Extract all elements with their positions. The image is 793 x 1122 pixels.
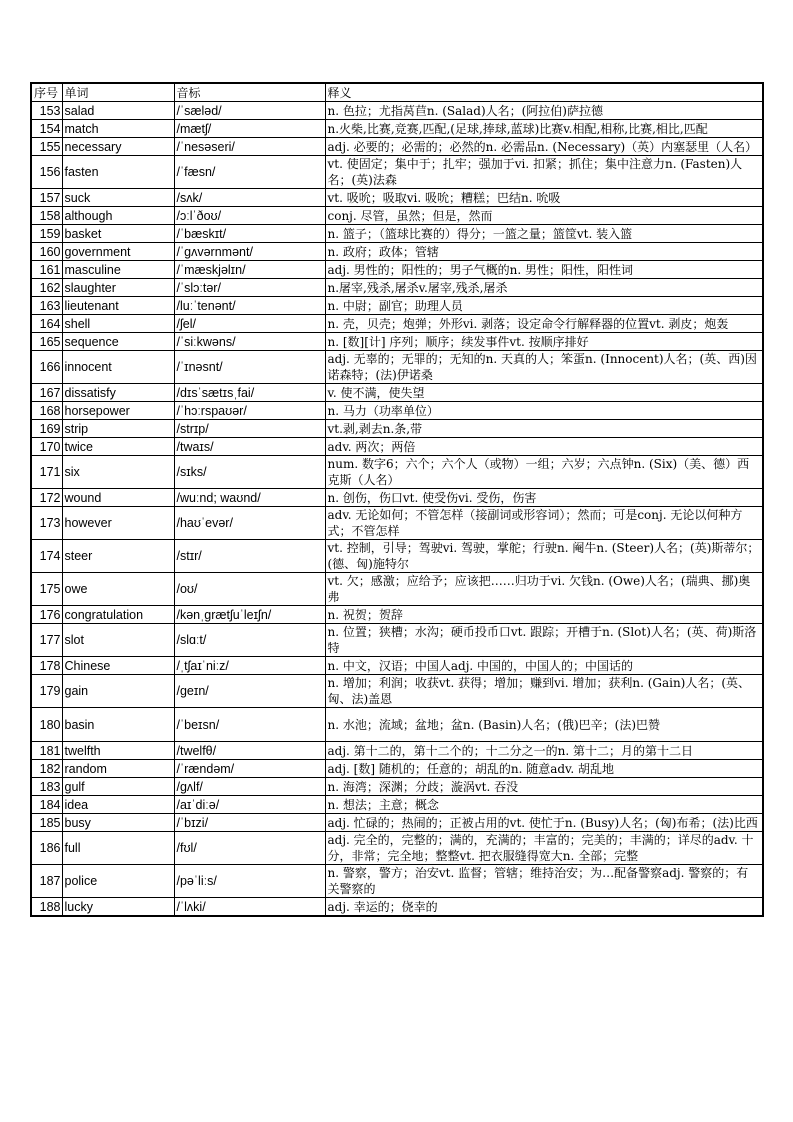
row-definition: n. [数][计] 序列；顺序；续发事件vt. 按顺序排好: [325, 333, 763, 351]
row-definition: vt. 吸吮；吸取vi. 吸吮；糟糕；巴结n. 吮吸: [325, 189, 763, 207]
row-number: 184: [31, 796, 62, 814]
row-definition: n. 色拉；尤指莴苣n. (Salad)人名；(阿拉伯)萨拉德: [325, 102, 763, 120]
row-phonetic: /twelfθ/: [174, 742, 325, 760]
row-definition: n. 海湾；深渊；分歧；漩涡vt. 吞没: [325, 778, 763, 796]
row-phonetic: /oʊ/: [174, 573, 325, 606]
row-word: lieutenant: [62, 297, 174, 315]
row-word: salad: [62, 102, 174, 120]
row-number: 156: [31, 156, 62, 189]
table-row: [31, 102, 763, 120]
row-definition: n. 中尉；副官；助理人员: [325, 297, 763, 315]
table-row: [31, 507, 763, 540]
row-phonetic: /twaɪs/: [174, 438, 325, 456]
row-number: 187: [31, 865, 62, 898]
row-definition: vt.剥,剥去n.条,带: [325, 420, 763, 438]
row-definition: n. 中文，汉语；中国人adj. 中国的，中国人的；中国话的: [325, 657, 763, 675]
row-definition: n. 政府；政体；管辖: [325, 243, 763, 261]
row-word: twice: [62, 438, 174, 456]
row-phonetic: /sɪks/: [174, 456, 325, 489]
table-row: [31, 420, 763, 438]
row-number: 170: [31, 438, 62, 456]
row-phonetic: /ʃel/: [174, 315, 325, 333]
row-number: 181: [31, 742, 62, 760]
row-word: strip: [62, 420, 174, 438]
row-number: 163: [31, 297, 62, 315]
row-definition: adj. 忙碌的；热闹的；正被占用的vt. 使忙于n. (Busy)人名；(匈)布希；(法)比西: [325, 814, 763, 832]
table-row: [31, 573, 763, 606]
row-phonetic: /ˈmæskjəlɪn/: [174, 261, 325, 279]
row-word: lucky: [62, 898, 174, 917]
row-definition: n. 警察，警方；治安vt. 监督；管辖；维持治安；为…配备警察adj. 警察的；有关警察的: [325, 865, 763, 898]
header-word: 单词: [62, 83, 174, 102]
row-phonetic: /ˈhɔːrspaʊər/: [174, 402, 325, 420]
row-number: 174: [31, 540, 62, 573]
row-number: 179: [31, 675, 62, 708]
row-word: twelfth: [62, 742, 174, 760]
row-number: 167: [31, 384, 62, 402]
table-row: [31, 832, 763, 865]
row-number: 168: [31, 402, 62, 420]
row-word: suck: [62, 189, 174, 207]
row-phonetic: /ˈnesəseri/: [174, 138, 325, 156]
row-definition: vt. 使固定；集中于；扎牢；强加于vi. 扣紧；抓住；集中注意力n. (Fasten)人名；(英)法森: [325, 156, 763, 189]
row-word: dissatisfy: [62, 384, 174, 402]
row-phonetic: /stɪr/: [174, 540, 325, 573]
row-number: 183: [31, 778, 62, 796]
row-phonetic: /wuːnd; waʊnd/: [174, 489, 325, 507]
row-number: 176: [31, 606, 62, 624]
row-phonetic: /ˈɡʌvərnmənt/: [174, 243, 325, 261]
row-number: 164: [31, 315, 62, 333]
row-word: random: [62, 760, 174, 778]
table-row: [31, 456, 763, 489]
table-row: [31, 708, 763, 742]
row-number: 177: [31, 624, 62, 657]
row-definition: adj. 第十二的，第十二个的；十二分之一的n. 第十二；月的第十二日: [325, 742, 763, 760]
row-number: 169: [31, 420, 62, 438]
row-number: 159: [31, 225, 62, 243]
row-number: 186: [31, 832, 62, 865]
row-definition: adv. 无论如何；不管怎样（接副词或形容词）；然而；可是conj. 无论以何种方式；不管怎样: [325, 507, 763, 540]
table-row: [31, 156, 763, 189]
row-number: 165: [31, 333, 62, 351]
row-definition: vt. 欠；感激；应给予；应该把……归功于vi. 欠钱n. (Owe)人名；(瑞典、挪)奥弗: [325, 573, 763, 606]
row-phonetic: /ˌtʃaɪˈniːz/: [174, 657, 325, 675]
row-word: Chinese: [62, 657, 174, 675]
row-phonetic: /ˈɪnəsnt/: [174, 351, 325, 384]
row-word: busy: [62, 814, 174, 832]
table-row: [31, 865, 763, 898]
row-definition: adj. 男性的；阳性的；男子气概的n. 男性；阳性，阳性词: [325, 261, 763, 279]
header-phonetic: 音标: [174, 83, 325, 102]
row-word: idea: [62, 796, 174, 814]
table-row: [31, 189, 763, 207]
row-number: 157: [31, 189, 62, 207]
row-definition: n. 壳，贝壳；炮弹；外形vi. 剥落；设定命令行解释器的位置vt. 剥皮；炮轰: [325, 315, 763, 333]
row-word: gulf: [62, 778, 174, 796]
row-number: 154: [31, 120, 62, 138]
header-number: 序号: [31, 83, 62, 102]
row-definition: n.火柴,比赛,竞赛,匹配,(足球,捧球,蓝球)比赛v.相配,相称,比赛,相比,匹配: [325, 120, 763, 138]
row-phonetic: /luːˈtenənt/: [174, 297, 325, 315]
row-definition: n. 增加；利润；收获vt. 获得；增加；赚到vi. 增加；获利n. (Gain)人名；(英、匈、法)盖恩: [325, 675, 763, 708]
row-number: 178: [31, 657, 62, 675]
row-number: 161: [31, 261, 62, 279]
row-word: owe: [62, 573, 174, 606]
table-row: [31, 760, 763, 778]
row-phonetic: /ɔːlˈðoʊ/: [174, 207, 325, 225]
row-number: 158: [31, 207, 62, 225]
row-definition: adj. 必要的；必需的；必然的n. 必需品n. (Necessary)（英）内塞瑟里（人名）: [325, 138, 763, 156]
row-definition: n. 想法；主意；概念: [325, 796, 763, 814]
row-word: six: [62, 456, 174, 489]
row-word: basket: [62, 225, 174, 243]
row-phonetic: /fʊl/: [174, 832, 325, 865]
row-word: police: [62, 865, 174, 898]
row-number: 173: [31, 507, 62, 540]
row-word: match: [62, 120, 174, 138]
table-row: [31, 243, 763, 261]
table-row: [31, 120, 763, 138]
row-phonetic: /ˈrændəm/: [174, 760, 325, 778]
row-definition: adj. 无辜的；无罪的；无知的n. 天真的人；笨蛋n. (Innocent)人名；(英、西)因诺森特；(法)伊诺桑: [325, 351, 763, 384]
table-row: [31, 540, 763, 573]
row-phonetic: /slɑːt/: [174, 624, 325, 657]
table-row: [31, 138, 763, 156]
table-row: [31, 778, 763, 796]
row-phonetic: /ˈlʌki/: [174, 898, 325, 917]
row-definition: num. 数字6；六个；六个人（或物）一组；六岁；六点钟n. (Six)（美、德）西克斯（人名）: [325, 456, 763, 489]
row-phonetic: /dɪsˈsætɪsˌfai/: [174, 384, 325, 402]
row-number: 155: [31, 138, 62, 156]
table-row: [31, 438, 763, 456]
table-row: [31, 657, 763, 675]
row-definition: conj. 尽管，虽然；但是，然而: [325, 207, 763, 225]
table-row: [31, 333, 763, 351]
row-word: slaughter: [62, 279, 174, 297]
row-word: masculine: [62, 261, 174, 279]
row-word: shell: [62, 315, 174, 333]
table-row: [31, 351, 763, 384]
row-definition: adj. [数] 随机的；任意的；胡乱的n. 随意adv. 胡乱地: [325, 760, 763, 778]
table-row: [31, 384, 763, 402]
table-row: [31, 207, 763, 225]
row-definition: n. 祝贺；贺辞: [325, 606, 763, 624]
table-row: [31, 489, 763, 507]
row-word: gain: [62, 675, 174, 708]
row-word: although: [62, 207, 174, 225]
row-definition: n. 位置；狭槽；水沟；硬币投币口vt. 跟踪；开槽于n. (Slot)人名；(英、荷)斯洛特: [325, 624, 763, 657]
table-row: [31, 675, 763, 708]
row-definition: n. 马力（功率单位）: [325, 402, 763, 420]
row-phonetic: /strɪp/: [174, 420, 325, 438]
table-row: [31, 814, 763, 832]
table-row: [31, 297, 763, 315]
row-word: government: [62, 243, 174, 261]
row-word: steer: [62, 540, 174, 573]
row-number: 162: [31, 279, 62, 297]
row-word: sequence: [62, 333, 174, 351]
row-number: 153: [31, 102, 62, 120]
vocabulary-table: [30, 82, 764, 917]
row-number: 160: [31, 243, 62, 261]
row-phonetic: /kənˌɡrætʃuˈleɪʃn/: [174, 606, 325, 624]
row-number: 166: [31, 351, 62, 384]
row-phonetic: /ˈsiːkwəns/: [174, 333, 325, 351]
row-phonetic: /ɡeɪn/: [174, 675, 325, 708]
row-definition: adj. 幸运的；侥幸的: [325, 898, 763, 917]
table-row: [31, 796, 763, 814]
row-definition: vt. 控制，引导；驾驶vi. 驾驶，掌舵；行驶n. 阉牛n. (Steer)人名；(英)斯蒂尔；(德、匈)施特尔: [325, 540, 763, 573]
row-number: 185: [31, 814, 62, 832]
row-phonetic: /pəˈliːs/: [174, 865, 325, 898]
table-row: [31, 225, 763, 243]
row-word: necessary: [62, 138, 174, 156]
row-word: congratulation: [62, 606, 174, 624]
table-row: [31, 606, 763, 624]
header-definition: 释义: [325, 83, 763, 102]
row-phonetic: /sʌk/: [174, 189, 325, 207]
row-phonetic: /ˈsæləd/: [174, 102, 325, 120]
table-row: [31, 315, 763, 333]
row-word: horsepower: [62, 402, 174, 420]
row-number: 188: [31, 898, 62, 917]
row-definition: n. 篮子；（篮球比赛的）得分；一篮之量；篮筐vt. 装入篮: [325, 225, 763, 243]
row-number: 180: [31, 708, 62, 742]
table-row: [31, 898, 763, 917]
row-word: wound: [62, 489, 174, 507]
row-phonetic: /mætʃ/: [174, 120, 325, 138]
row-word: full: [62, 832, 174, 865]
row-definition: n. 水池；流域；盆地；盆n. (Basin)人名；(俄)巴辛；(法)巴赞: [325, 708, 763, 742]
row-definition: n. 创伤，伤口vt. 使受伤vi. 受伤，伤害: [325, 489, 763, 507]
row-phonetic: /ˈslɔːtər/: [174, 279, 325, 297]
table-row: [31, 624, 763, 657]
row-word: fasten: [62, 156, 174, 189]
table-header-row: [31, 83, 763, 102]
row-definition: n.屠宰,残杀,屠杀v.屠宰,残杀,屠杀: [325, 279, 763, 297]
row-phonetic: /haʊˈevər/: [174, 507, 325, 540]
row-number: 172: [31, 489, 62, 507]
table-row: [31, 279, 763, 297]
table-row: [31, 402, 763, 420]
row-definition: adj. 完全的，完整的；满的，充满的；丰富的；完美的；丰满的；详尽的adv. 十分，非常；完全地；整整vt. 把衣服缝得宽大n. 全部；完整: [325, 832, 763, 865]
row-phonetic: /ˈfæsn/: [174, 156, 325, 189]
row-phonetic: /aɪˈdiːə/: [174, 796, 325, 814]
row-phonetic: /ˈbɪzi/: [174, 814, 325, 832]
row-phonetic: /ˈbæskɪt/: [174, 225, 325, 243]
row-definition: v. 使不满，使失望: [325, 384, 763, 402]
row-word: slot: [62, 624, 174, 657]
row-word: basin: [62, 708, 174, 742]
row-number: 171: [31, 456, 62, 489]
row-word: however: [62, 507, 174, 540]
table-row: [31, 742, 763, 760]
row-definition: adv. 两次；两倍: [325, 438, 763, 456]
row-number: 182: [31, 760, 62, 778]
row-phonetic: /ˈbeɪsn/: [174, 708, 325, 742]
table-row: [31, 261, 763, 279]
row-phonetic: /ɡʌlf/: [174, 778, 325, 796]
row-word: innocent: [62, 351, 174, 384]
row-number: 175: [31, 573, 62, 606]
